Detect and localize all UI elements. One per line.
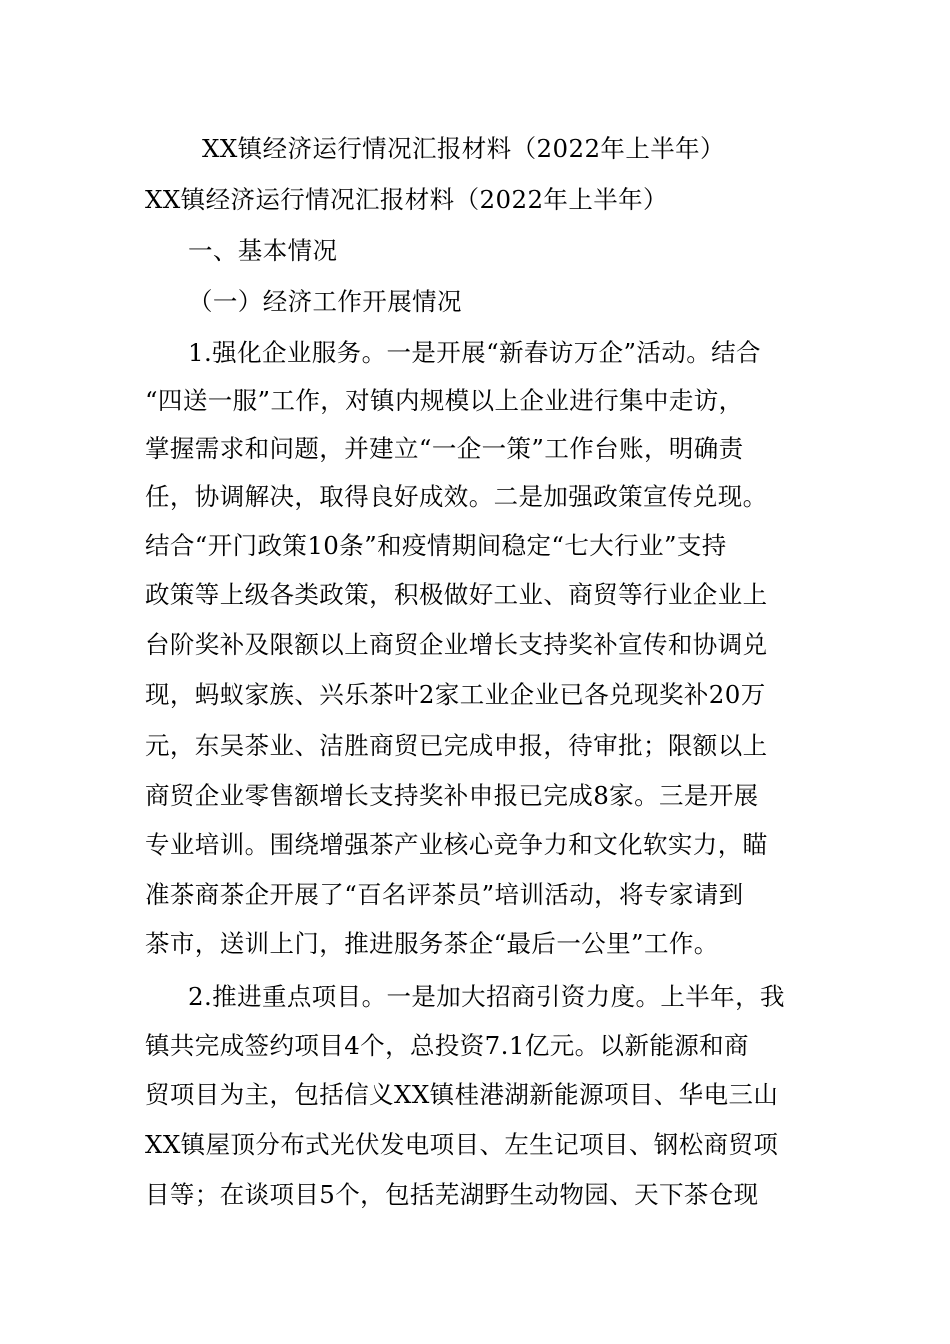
- subsection-heading: （一）经济工作开展情况: [188, 287, 462, 316]
- document-subtitle: XX镇经济运行情况汇报材料（2022年上半年）: [145, 185, 668, 214]
- body-line: 任，协调解决，取得良好成效。二是加强政策宣传兑现。: [145, 482, 768, 511]
- body-line: XX镇屋顶分布式光伏发电项目、左生记项目、钢松商贸项: [145, 1130, 779, 1159]
- body-line: 政策等上级各类政策，积极做好工业、商贸等行业企业上: [145, 580, 768, 609]
- body-line: 现，蚂蚁家族、兴乐茶叶2家工业企业已各兑现奖补20万: [145, 680, 766, 709]
- body-line: 元，东吴茶业、洁胜商贸已完成申报，待审批；限额以上: [145, 731, 768, 760]
- body-line: 商贸企业零售额增长支持奖补申报已完成8家。三是开展: [145, 781, 759, 810]
- body-line: 结合“开门政策10条”和疫情期间稳定“七大行业”支持: [145, 531, 727, 560]
- body-line: 台阶奖补及限额以上商贸企业增长支持奖补宣传和协调兑: [145, 630, 768, 659]
- body-line: 目等；在谈项目5个，包括芜湖野生动物园、天下茶仓现: [145, 1180, 759, 1209]
- body-line: 茶市，送训上门，推进服务茶企“最后一公里”工作。: [145, 929, 719, 958]
- body-line: 镇共完成签约项目4个，总投资7.1亿元。以新能源和商: [145, 1031, 749, 1060]
- document-title: XX镇经济运行情况汇报材料（2022年上半年）: [202, 134, 725, 163]
- body-line: 专业培训。围绕增强茶产业核心竞争力和文化软实力，瞄: [145, 830, 768, 859]
- body-line: 掌握需求和问题，并建立“一企一策”工作台账，明确责: [145, 434, 744, 463]
- body-line: 贸项目为主，包括信义XX镇桂港湖新能源项目、华电三山: [145, 1080, 779, 1109]
- body-line: 2.推进重点项目。一是加大招商引资力度。上半年，我: [188, 982, 785, 1011]
- section-heading: 一、基本情况: [188, 236, 338, 265]
- body-line: 1.强化企业服务。一是开展“新春访万企”活动。结合: [188, 338, 761, 367]
- body-line: 准茶商茶企开展了“百名评茶员”培训活动，将专家请到: [145, 880, 744, 909]
- body-line: “四送一服”工作，对镇内规模以上企业进行集中走访，: [145, 386, 744, 415]
